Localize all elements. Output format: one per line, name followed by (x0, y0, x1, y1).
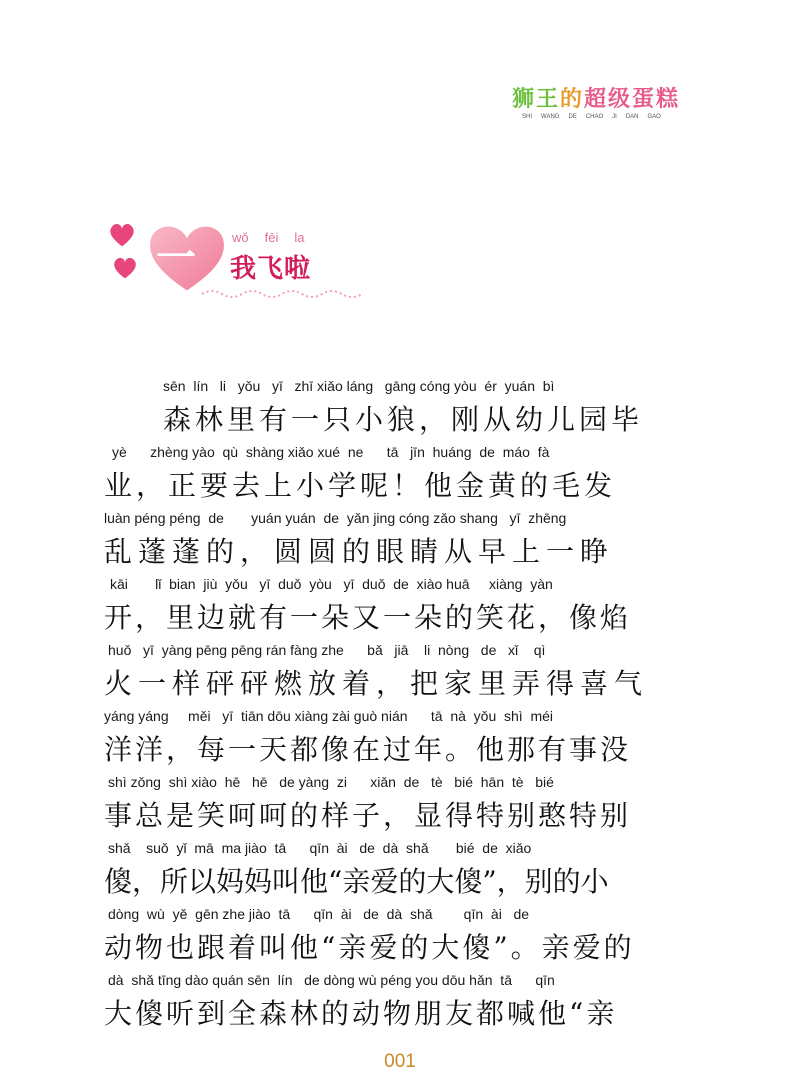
small-heart-icon (108, 222, 136, 248)
chapter-heading (108, 222, 388, 302)
hanzi-line: 洋洋，每一天都像在过年。他那有事没 (104, 733, 632, 766)
pinyin-line: dà shǎ tīng dào quán sēn lín de dòng wù péng you dōu hǎn tā qīn (108, 972, 555, 988)
hanzi-line: 森林里有一只小狼，刚从幼儿园毕 (163, 403, 644, 436)
book-title-pinyin-2: WANG (541, 114, 560, 120)
pinyin-line: huǒ yī yàng pēng pēng rán fàng zhe bǎ jiā li nòng de xǐ qì (108, 642, 546, 658)
pinyin-line: yáng yáng měi yī tiān dōu xiàng zài guò nián tā nà yǒu shì méi (104, 708, 554, 724)
book-title-char-1: 狮 (512, 87, 537, 112)
text-line (0, 972, 800, 1034)
hanzi-line: 乱蓬蓬的，圆圆的眼睛从早上一睁 (104, 535, 615, 568)
book-title-char-4: 超级蛋糕 (584, 87, 681, 112)
book-title-text (512, 82, 712, 113)
chapter-title-pinyin (232, 230, 304, 245)
small-heart-icon (112, 256, 138, 280)
pinyin-line: kāi lǐ bian jiù yǒu yī duǒ yòu yī duǒ de xiào huā xiàng yàn (110, 576, 553, 592)
text-line (0, 840, 800, 902)
hanzi-line: 开，里边就有一朵又一朵的笑花，像焰 (104, 601, 632, 634)
pinyin-line: dòng wù yě gēn zhe jiào tā qīn ài de dà shǎ qīn ài de (108, 906, 530, 922)
wavy-dotted-divider (200, 286, 370, 298)
chapter-title: 我飞啦 (230, 254, 312, 284)
text-line (0, 576, 800, 638)
hanzi-line: 大傻听到全森林的动物朋友都喊他“亲 (104, 997, 618, 1030)
pinyin-line: shì zǒng shì xiào hē hē de yàng zi xiǎn de tè bié hān tè bié (108, 774, 554, 790)
hanzi-line: 火一样砰砰燃放着，把家里弄得喜气 (104, 667, 649, 700)
book-title-pinyin-7: GAO (647, 114, 661, 120)
text-line (0, 708, 800, 770)
chapter-number: 一 (156, 235, 196, 281)
page-number: 001 (384, 1051, 416, 1072)
chapter-pinyin-1: wǒ (232, 230, 249, 245)
hanzi-line: 业，正要去上小学呢！他金黄的毛发 (104, 469, 617, 502)
pinyin-line: luàn péng péng de yuán yuán de yǎn jing cóng zǎo shang yī zhēng (104, 510, 567, 526)
text-line (0, 510, 800, 572)
book-title-char-3: 的 (560, 87, 585, 112)
book-title-char-2: 王 (536, 87, 561, 112)
hanzi-line: 动物也跟着叫他“亲爱的大傻”。亲爱的 (104, 931, 635, 964)
chapter-pinyin-2: fēi (264, 230, 279, 245)
hanzi-line: 事总是笑呵呵的样子，显得特别憨特别 (104, 799, 632, 832)
book-title (512, 82, 712, 120)
pinyin-line: yè zhèng yào qù shàng xiǎo xué ne tā jīn huáng de máo fà (112, 444, 550, 460)
book-title-pinyin-6: DAN (625, 114, 639, 120)
text-line (0, 774, 800, 836)
book-title-pinyin-1: SHI (522, 114, 533, 120)
pinyin-line: sēn lín li yǒu yī zhī xiǎo láng gāng cóng yòu ér yuán bì (163, 378, 555, 394)
book-title-pinyin-4: CHAO (585, 114, 604, 120)
hanzi-line: 傻，所以妈妈叫他“亲爱的大傻”，别的小 (104, 865, 609, 898)
text-line (0, 444, 800, 506)
text-line (0, 906, 800, 968)
text-line (0, 378, 800, 440)
pinyin-line: shǎ suǒ yǐ mā ma jiào tā qīn ài de dà shǎ bié de xiǎo (108, 840, 532, 856)
book-title-pinyin (522, 114, 712, 120)
text-line (0, 642, 800, 704)
book-title-pinyin-5: JI (612, 114, 617, 120)
book-title-pinyin-3: DE (568, 114, 577, 120)
chapter-pinyin-3: la (294, 230, 305, 245)
